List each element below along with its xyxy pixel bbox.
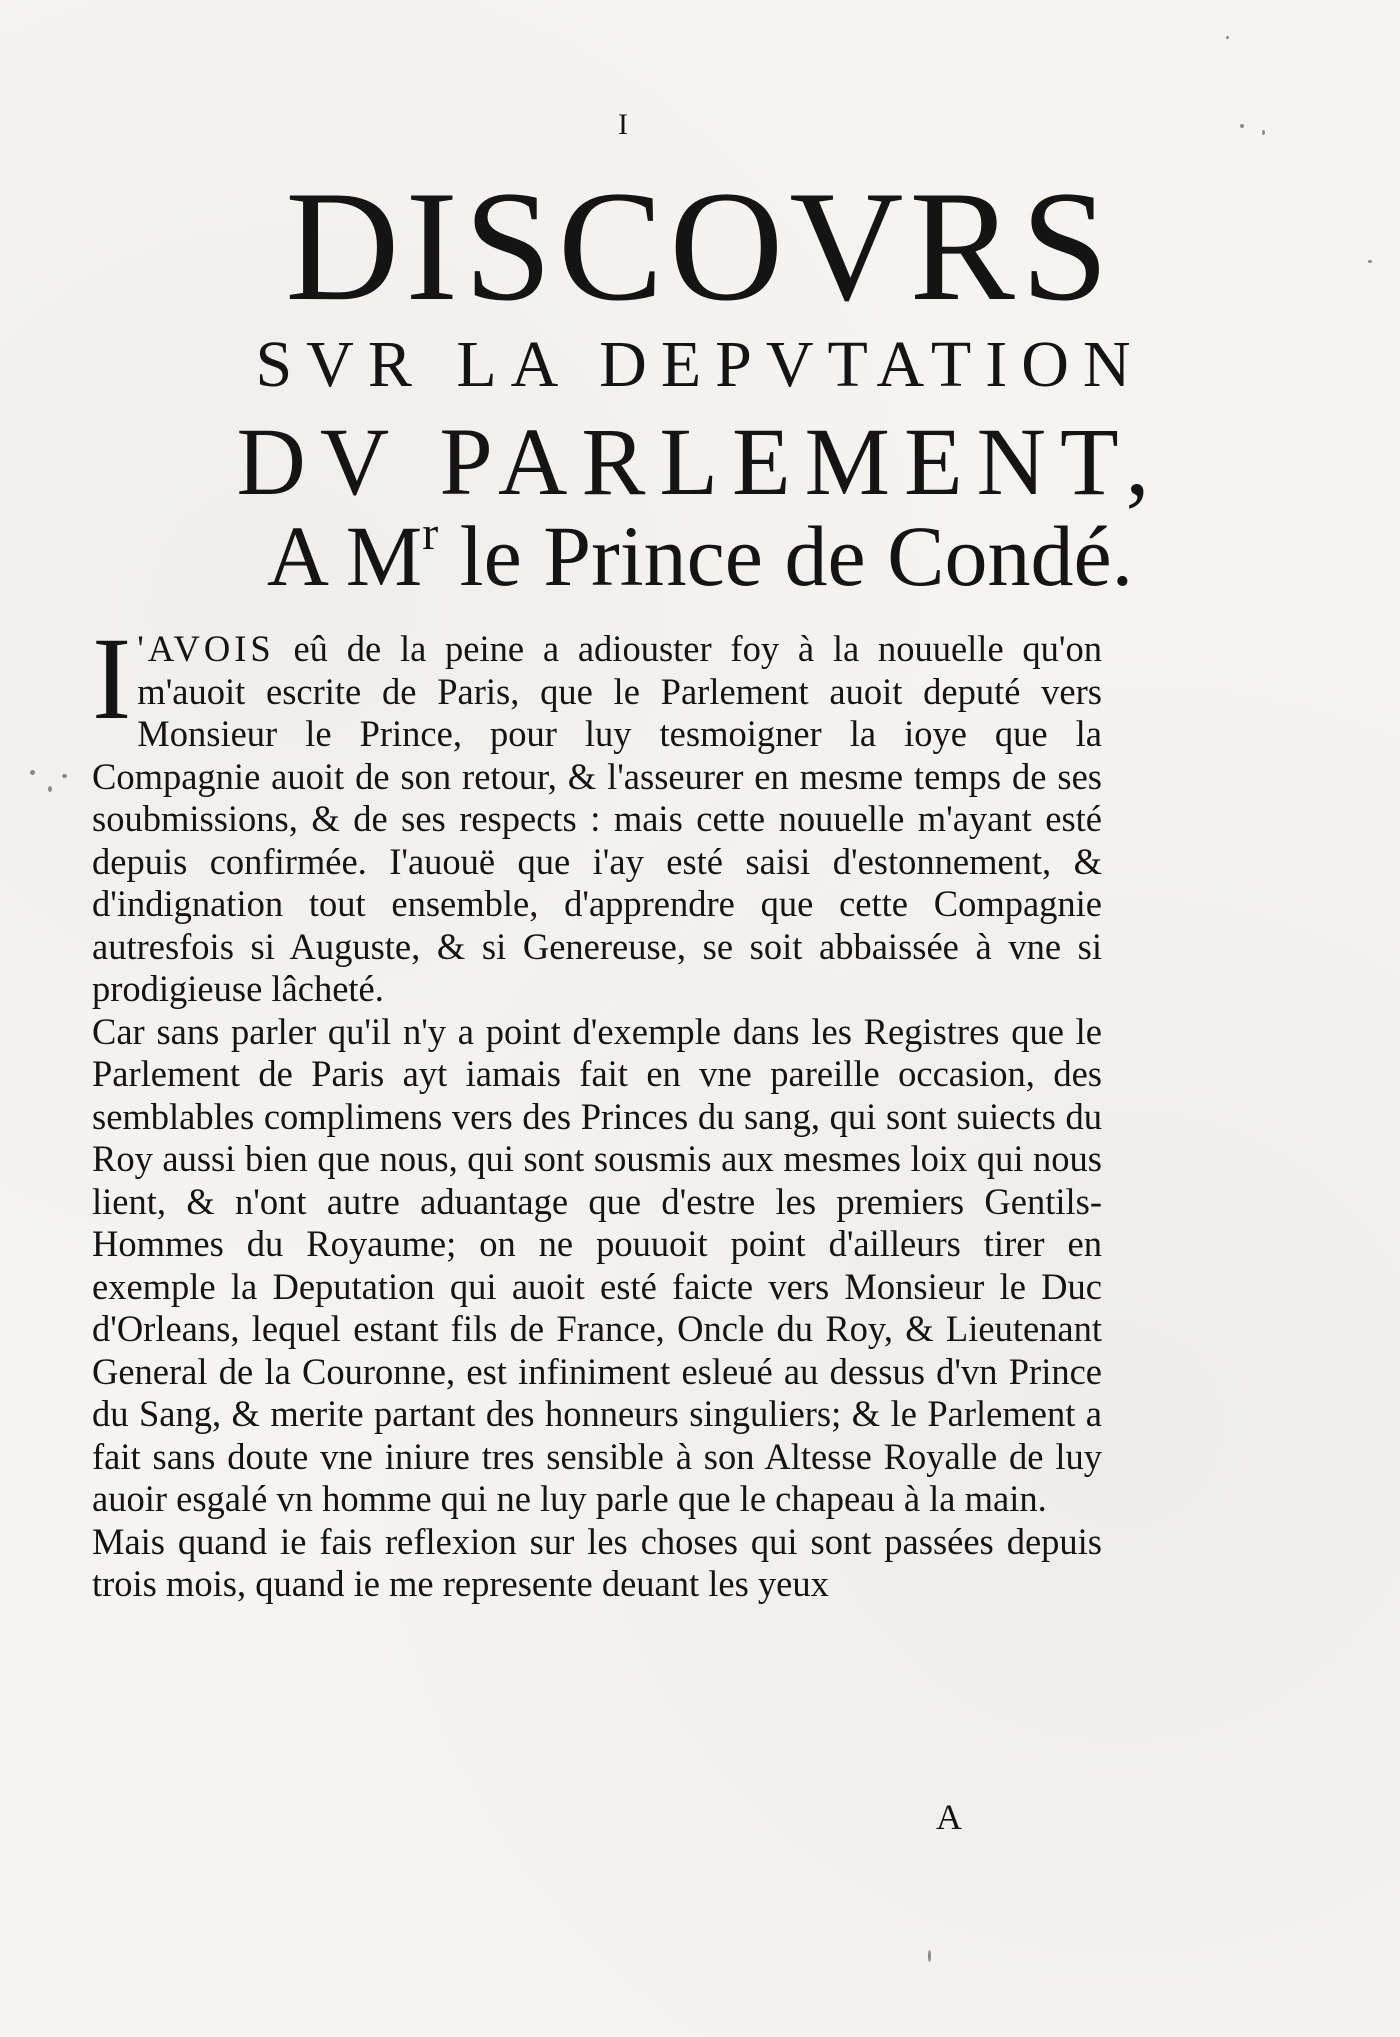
ink-speck [1226,36,1229,39]
title-line-4-suffix: le Prince de Condé. [438,508,1134,604]
title-line-4-sup: r [422,507,439,560]
first-word: 'AVOIS [137,628,275,669]
ink-speck [928,1950,931,1962]
title-line-2: SVR LA DEPVTATION [255,328,1145,401]
ink-speck [1368,260,1372,263]
ink-speck [30,770,35,775]
ink-speck [1262,130,1265,135]
paragraph-1 [92,613,1102,1011]
paragraph-2: Car sans parler qu'il n'y a point d'exemple dans les Registres que le Parlement de Paris ayt iamais fait en vne pareille occasion, des semblables complimens vers des Princes du sang, qui sont suiects du Roy aussi bien que nous, qui sont sousmis aux mesmes loix qui nous lient, & n'ont autre aduantage que d'estre les premiers Gentils-Hommes du Royaume; on ne pouuoit point d'ailleurs tirer en exemple la Deputation qui auoit esté faicte vers Monsieur le Duc d'Orleans, lequel estant fils de France, Oncle du Roy, & Lieutenant General de la Couronne, est infiniment esleué au dessus d'vn Prince du Sang, & merite partant des honneurs singuliers; & le Parlement a fait sans doute vne iniure tres sensible à son Altesse Royalle de luy auoir esgalé vn homme qui ne luy parle que le chapeau à la main. [92,1010,1102,1519]
title-line-3: DV PARLEMENT, [236,408,1164,515]
ink-speck [62,774,67,778]
ink-speck [1240,124,1244,128]
drop-cap: I [92,613,132,744]
title-line-4 [0,507,1400,604]
ink-speck [48,786,52,792]
body-text [92,613,1102,1606]
paragraph-1-text: eû de la peine a adiouster foy à la nouuelle qu'on m'auoit escrite de Paris, que le Parlement auoit deputé vers Monsieur le Prince, pour luy tesmoigner la ioye que la Compagnie auoit de son retour, & l'asseurer en mesme temps de ses soubmissions, & de ses respects : mais cette nouuelle m'ayant esté depuis confirmée. I'auouë que i'ay esté saisi d'estonnement, & d'indignation tout ensemble, d'apprendre que cette Compagnie autresfois si Auguste, & si Genereuse, se soit abbaissée à vne si prodigieuse lâcheté. [92,628,1102,1009]
title-line-1: DISCOVRS [285,159,1115,334]
signature-mark: A [936,1797,962,1837]
folio-number: I [618,108,628,141]
title-line-4-prefix: A M [266,508,423,604]
paragraph-3: Mais quand ie fais reflexion sur les choses qui sont passées depuis trois mois, quand ie me represente deuant les yeux [92,1520,1102,1604]
